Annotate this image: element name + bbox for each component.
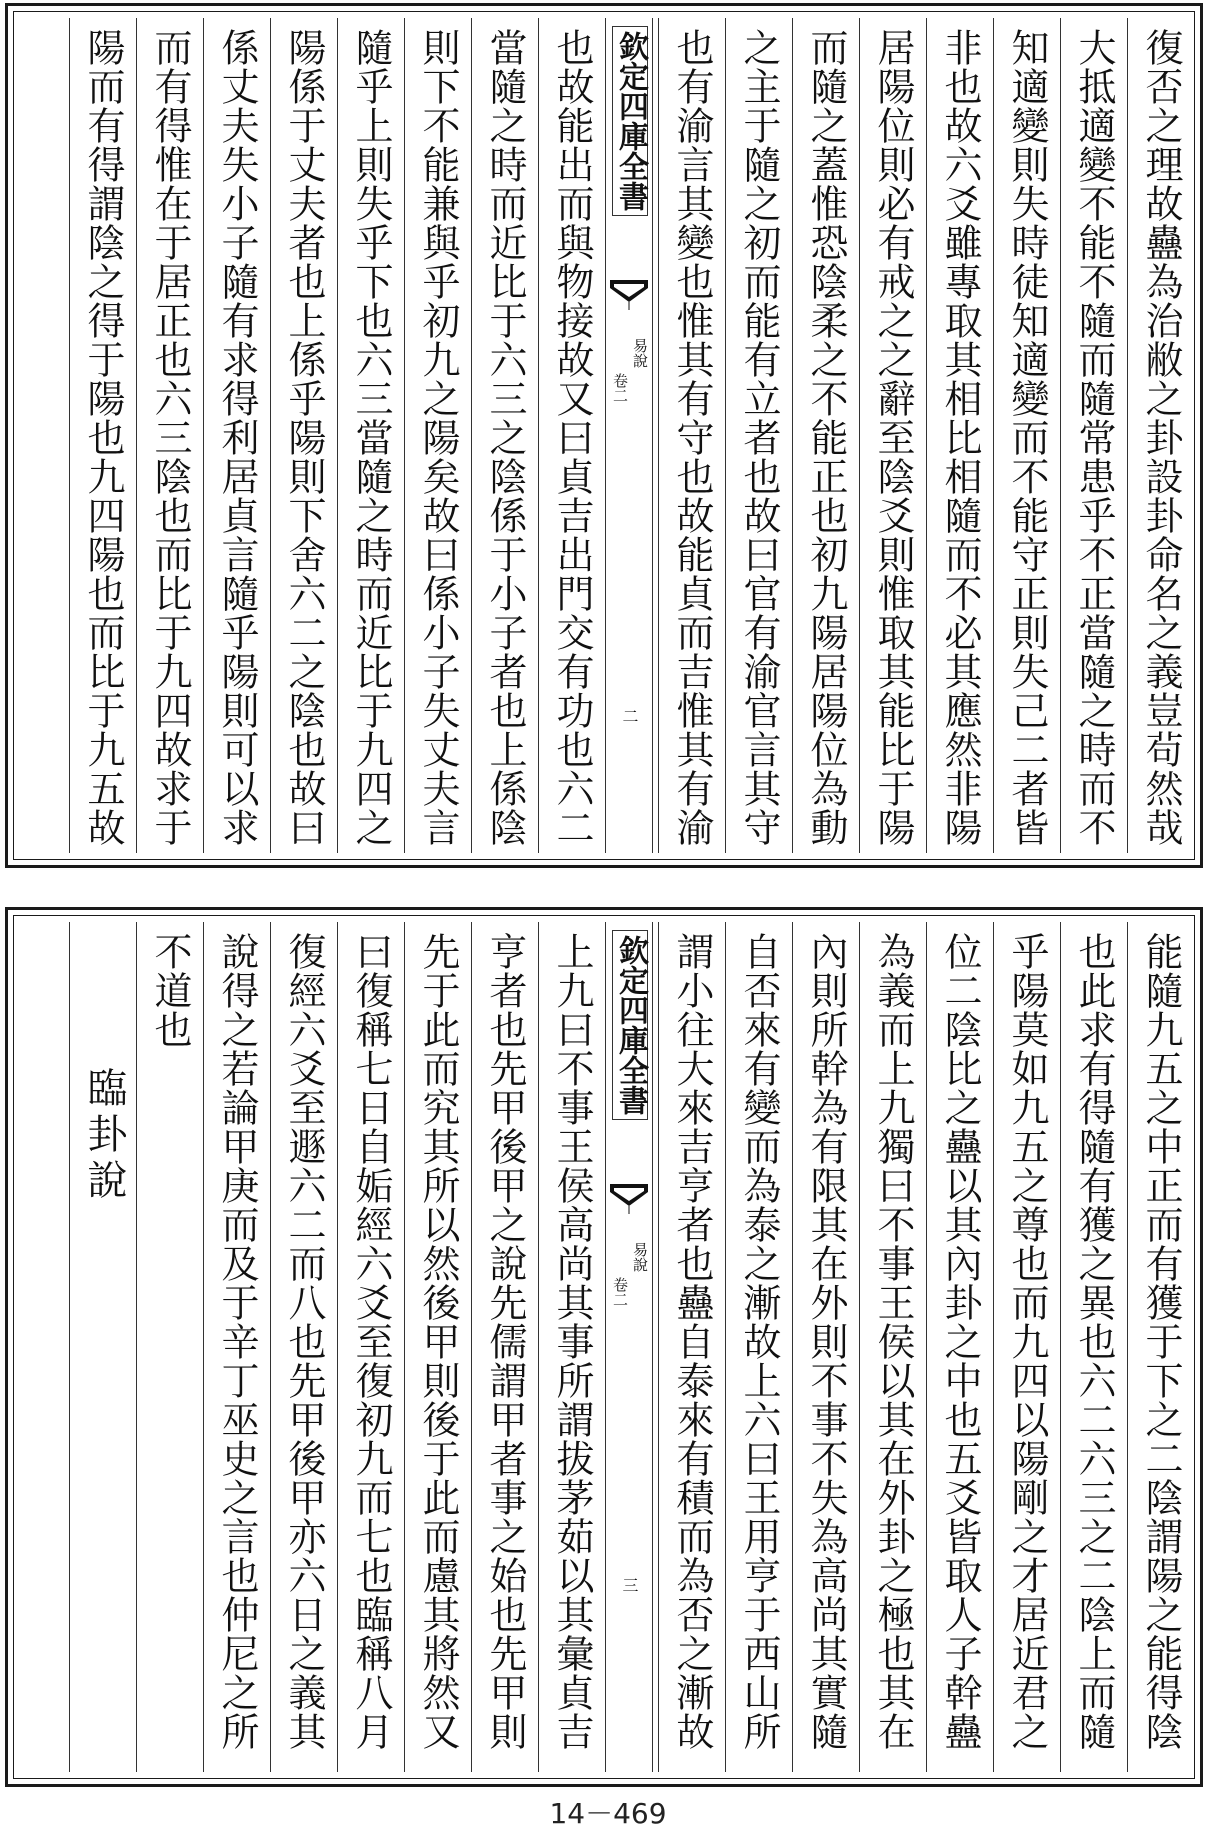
text-column: 隨乎上則失乎下也六三當隨之時而近比于九四之 <box>337 18 404 853</box>
fishtail-mark-icon <box>610 280 648 310</box>
volume-label: 卷二 <box>611 1277 629 1307</box>
text-column: 不道也 <box>136 922 203 1772</box>
collection-title: 欽定四庫全書 <box>612 930 648 1120</box>
text-column: 曰復稱七日自姤經六爻至復初九而七也臨稱八月 <box>337 922 404 1772</box>
lower-text-area <box>20 922 1188 1772</box>
text-column: 知適變則失時徒知適變而不能守正則失己二者皆 <box>993 18 1060 853</box>
text-column: 復經六爻至遯六二而八也先甲後甲亦六日之義其 <box>270 922 337 1772</box>
book-title: 易說 <box>631 338 649 368</box>
text-column: 而隨之蓋惟恐陰柔之不能正也初九陽居陽位為動 <box>792 18 859 853</box>
text-column: 復否之理故蠱為治敝之卦設卦命名之義豈茍然哉 <box>1127 18 1194 853</box>
text-column: 乎陽莫如九五之尊也而九四以陽剛之才居近君之 <box>993 922 1060 1772</box>
text-column: 也有渝言其變也惟其有守也故能貞而吉惟其有渝 <box>658 18 725 853</box>
text-column: 也此求有得隨有獲之異也六二六三之二陰上而隨 <box>1060 922 1127 1772</box>
text-column: 上九曰不事王侯高尚其事所謂拔茅茹以其彙貞吉 <box>538 922 605 1772</box>
text-column: 位二陰比之蠱以其內卦之中也五爻皆取人子幹蠱 <box>926 922 993 1772</box>
volume-label: 卷二 <box>611 373 629 403</box>
text-column: 大抵適變不能不隨而隨常患乎不正當隨之時而不 <box>1060 18 1127 853</box>
text-column: 之主于隨之初而能有立者也故曰官有渝官言其守 <box>725 18 792 853</box>
folio-number: 三 <box>620 1577 639 1593</box>
lower-page <box>5 907 1203 1787</box>
text-column: 也故能出而與物接故又曰貞吉出門交有功也六二 <box>538 18 605 853</box>
collection-title: 欽定四庫全書 <box>612 26 648 216</box>
text-column: 能隨九五之中正而有獲于下之二陰謂陽之能得陰 <box>1127 922 1194 1772</box>
upper-page <box>5 3 1203 868</box>
text-column: 陽係于丈夫者也上係乎陽則下舍六二之陰也故曰 <box>270 18 337 853</box>
folio-number: 二 <box>620 708 639 724</box>
text-column: 內則所幹為有限其在外則不事不失為高尚其實隨 <box>792 922 859 1772</box>
text-column: 謂小往大來吉亨者也蠱自泰來有積而為否之漸故 <box>658 922 725 1772</box>
text-column: 居陽位則必有戒之之辭至陰爻則惟取其能比于陽 <box>859 18 926 853</box>
text-column: 陽而有得謂陰之得于陽也九四陽也而比于九五故 <box>69 18 136 853</box>
upper-text-area <box>20 18 1188 853</box>
section-heading: 臨卦說 <box>81 1067 127 1205</box>
text-column: 係丈夫失小子隨有求得利居貞言隨乎陽則可以求 <box>203 18 270 853</box>
page-footer-number: 14－469 <box>549 1797 667 1830</box>
book-title: 易說 <box>631 1242 649 1272</box>
text-column: 則下不能兼與乎初九之陽矣故曰係小子失丈夫言 <box>404 18 471 853</box>
center-fold <box>605 922 653 1772</box>
text-column: 而有得惟在于居正也六三陰也而比于九四故求于 <box>136 18 203 853</box>
text-column: 當隨之時而近比于六三之陰係于小子者也上係陰 <box>471 18 538 853</box>
section-heading-column <box>69 922 136 1772</box>
fishtail-mark-icon <box>610 1184 648 1214</box>
text-column: 亨者也先甲後甲之說先儒謂甲者事之始也先甲則 <box>471 922 538 1772</box>
text-column: 說得之若論甲庚而及于辛丁巫史之言也仲尼之所 <box>203 922 270 1772</box>
center-fold <box>605 18 653 853</box>
text-column: 為義而上九獨曰不事王侯以其在外卦之極也其在 <box>859 922 926 1772</box>
text-column: 自否來有變而為泰之漸故上六曰王用亨于西山所 <box>725 922 792 1772</box>
text-column: 非也故六爻雖專取其相比相隨而不必其應然非陽 <box>926 18 993 853</box>
text-column: 先于此而究其所以然後甲則後于此而慮其將然又 <box>404 922 471 1772</box>
